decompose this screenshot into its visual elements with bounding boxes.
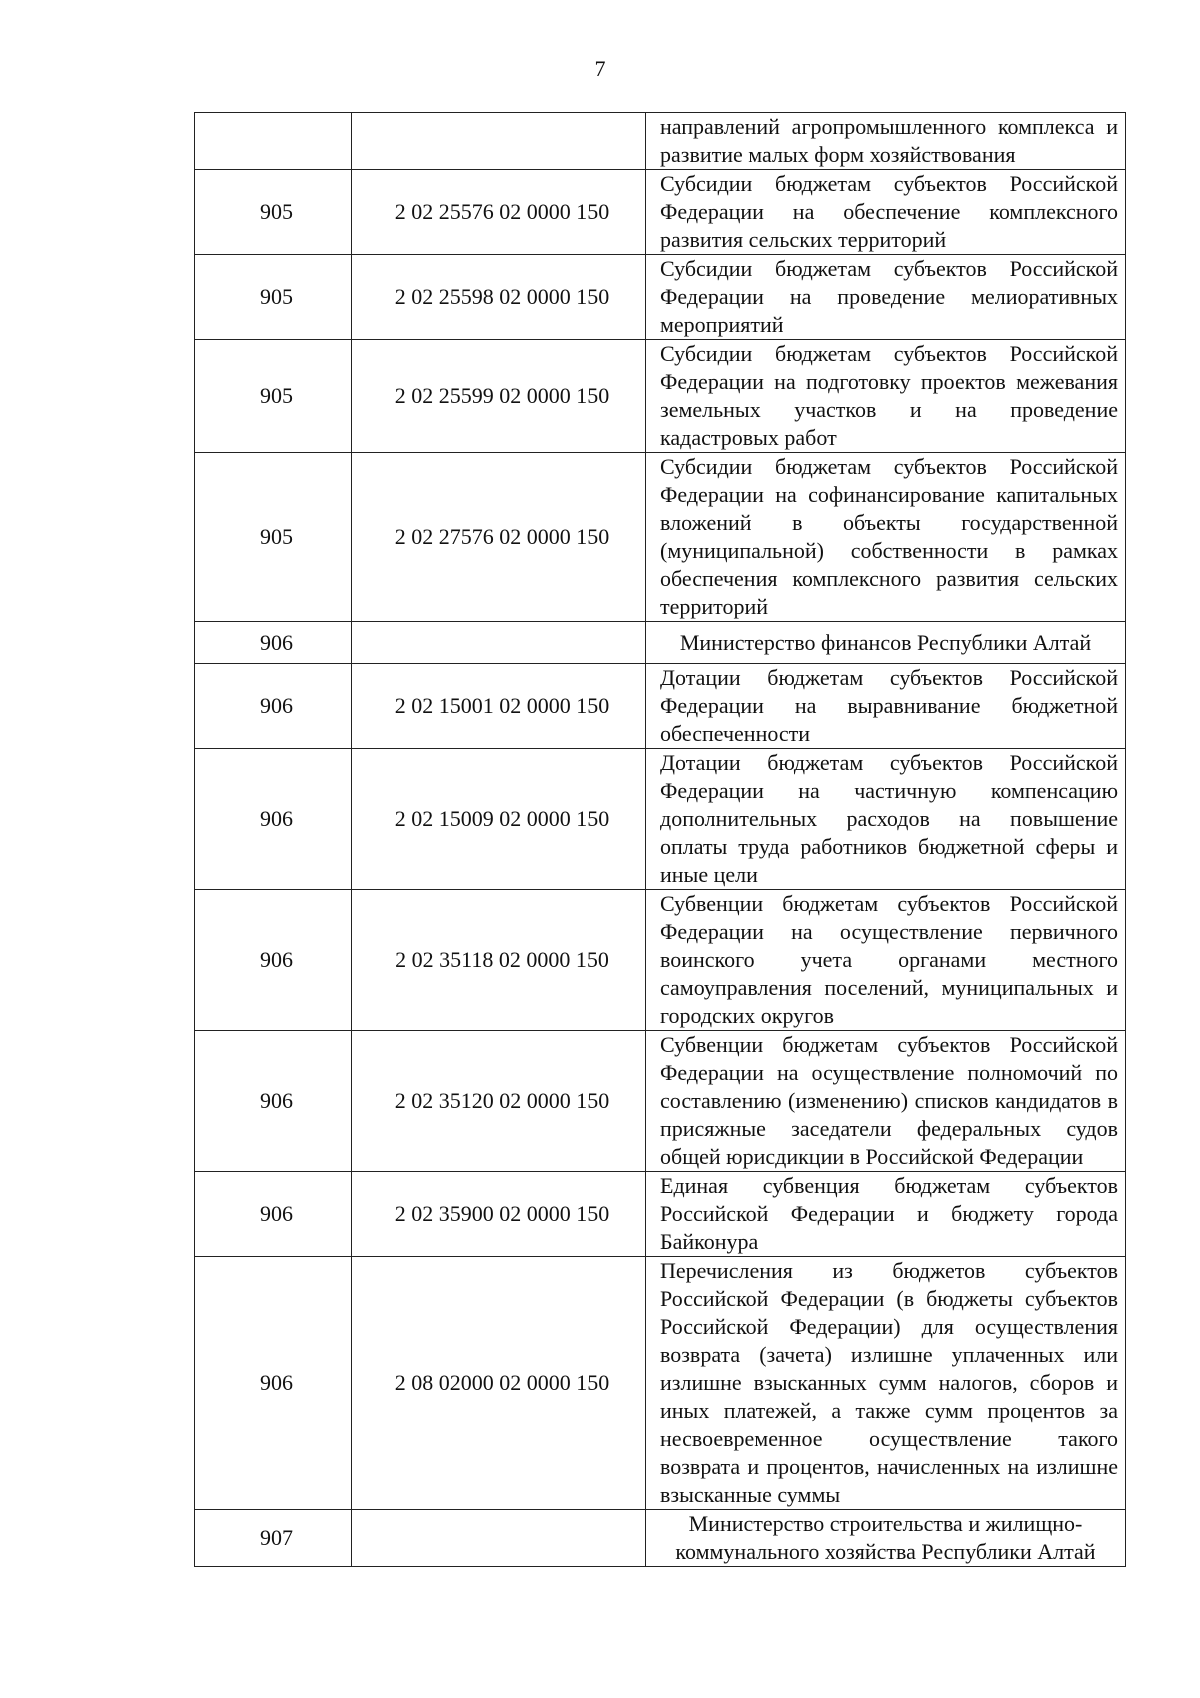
- revenue-code-cell: 2 02 25598 02 0000 150: [352, 255, 646, 340]
- admin-code-cell: 905: [195, 340, 352, 453]
- admin-code-cell: [195, 113, 352, 170]
- revenue-description-cell: Дотации бюджетам субъектов Российской Федерации на частичную компенсацию дополнительных расходов на повышение оплаты труда работников бюджетной сферы и иные цели: [646, 749, 1126, 890]
- revenue-description-cell: Единая субвенция бюджетам субъектов Российской Федерации и бюджету города Байконура: [646, 1172, 1126, 1257]
- table-row: [195, 1172, 1126, 1257]
- admin-code-cell: 907: [195, 1510, 352, 1567]
- revenue-description-cell: Субсидии бюджетам субъектов Российской Федерации на софинансирование капитальных вложений в объекты государственной (муниципальной) собственности в рамках обеспечения комплексного развития сельских территорий: [646, 453, 1126, 622]
- table-row: [195, 1510, 1126, 1567]
- administrator-name-cell: Министерство финансов Республики Алтай: [646, 622, 1126, 664]
- table-row: [195, 255, 1126, 340]
- admin-code-cell: 905: [195, 255, 352, 340]
- revenue-description-cell: направлений агропромышленного комплекса и развитие малых форм хозяйствования: [646, 113, 1126, 170]
- admin-code-cell: 905: [195, 170, 352, 255]
- revenue-description-cell: Субвенции бюджетам субъектов Российской Федерации на осуществление полномочий по составлению (изменению) списков кандидатов в присяжные заседатели федеральных судов общей юрисдикции в Российской Федерации: [646, 1031, 1126, 1172]
- admin-code-cell: 906: [195, 664, 352, 749]
- table-row: [195, 749, 1126, 890]
- table-row: [195, 340, 1126, 453]
- revenue-code-cell: [352, 1510, 646, 1567]
- administrator-name-cell: Министерство строительства и жилищно-коммунального хозяйства Республики Алтай: [646, 1510, 1126, 1567]
- revenue-description-cell: Субсидии бюджетам субъектов Российской Федерации на подготовку проектов межевания земельных участков и на проведение кадастровых работ: [646, 340, 1126, 453]
- admin-code-cell: 906: [195, 622, 352, 664]
- admin-code-cell: 905: [195, 453, 352, 622]
- revenue-description-cell: Субсидии бюджетам субъектов Российской Федерации на проведение мелиоративных мероприятий: [646, 255, 1126, 340]
- revenue-code-cell: 2 02 35120 02 0000 150: [352, 1031, 646, 1172]
- table-row: [195, 170, 1126, 255]
- revenue-description-cell: Субвенции бюджетам субъектов Российской Федерации на осуществление первичного воинского учета органами местного самоуправления поселений, муниципальных и городских округов: [646, 890, 1126, 1031]
- table-row: [195, 1257, 1126, 1510]
- table-row: [195, 890, 1126, 1031]
- admin-code-cell: 906: [195, 890, 352, 1031]
- revenue-code-cell: [352, 622, 646, 664]
- revenue-description-cell: Субсидии бюджетам субъектов Российской Федерации на обеспечение комплексного развития сельских территорий: [646, 170, 1126, 255]
- revenue-description-cell: Перечисления из бюджетов субъектов Российской Федерации (в бюджеты субъектов Российской Федерации) для осуществления возврата (зачета) излишне уплаченных или излишне взысканных сумм налогов, сборов и иных платежей, а также сумм процентов за несвоевременное осуществление такого возврата и процентов, начисленных на излишне взысканные суммы: [646, 1257, 1126, 1510]
- admin-code-cell: 906: [195, 1031, 352, 1172]
- revenue-description-cell: Дотации бюджетам субъектов Российской Федерации на выравнивание бюджетной обеспеченности: [646, 664, 1126, 749]
- table-body: [195, 113, 1126, 1567]
- revenue-code-cell: [352, 113, 646, 170]
- table-row: [195, 113, 1126, 170]
- admin-code-cell: 906: [195, 1172, 352, 1257]
- page-number: 7: [594, 56, 606, 81]
- budget-revenue-table: [194, 112, 1126, 1567]
- table-row: [195, 1031, 1126, 1172]
- admin-code-cell: 906: [195, 749, 352, 890]
- revenue-code-cell: 2 08 02000 02 0000 150: [352, 1257, 646, 1510]
- table-row: [195, 664, 1126, 749]
- revenue-code-cell: 2 02 35118 02 0000 150: [352, 890, 646, 1031]
- table-row: [195, 453, 1126, 622]
- table-row: [195, 622, 1126, 664]
- revenue-code-cell: 2 02 35900 02 0000 150: [352, 1172, 646, 1257]
- admin-code-cell: 906: [195, 1257, 352, 1510]
- revenue-code-cell: 2 02 25576 02 0000 150: [352, 170, 646, 255]
- revenue-code-cell: 2 02 25599 02 0000 150: [352, 340, 646, 453]
- revenue-code-cell: 2 02 15001 02 0000 150: [352, 664, 646, 749]
- revenue-code-cell: 2 02 27576 02 0000 150: [352, 453, 646, 622]
- revenue-code-cell: 2 02 15009 02 0000 150: [352, 749, 646, 890]
